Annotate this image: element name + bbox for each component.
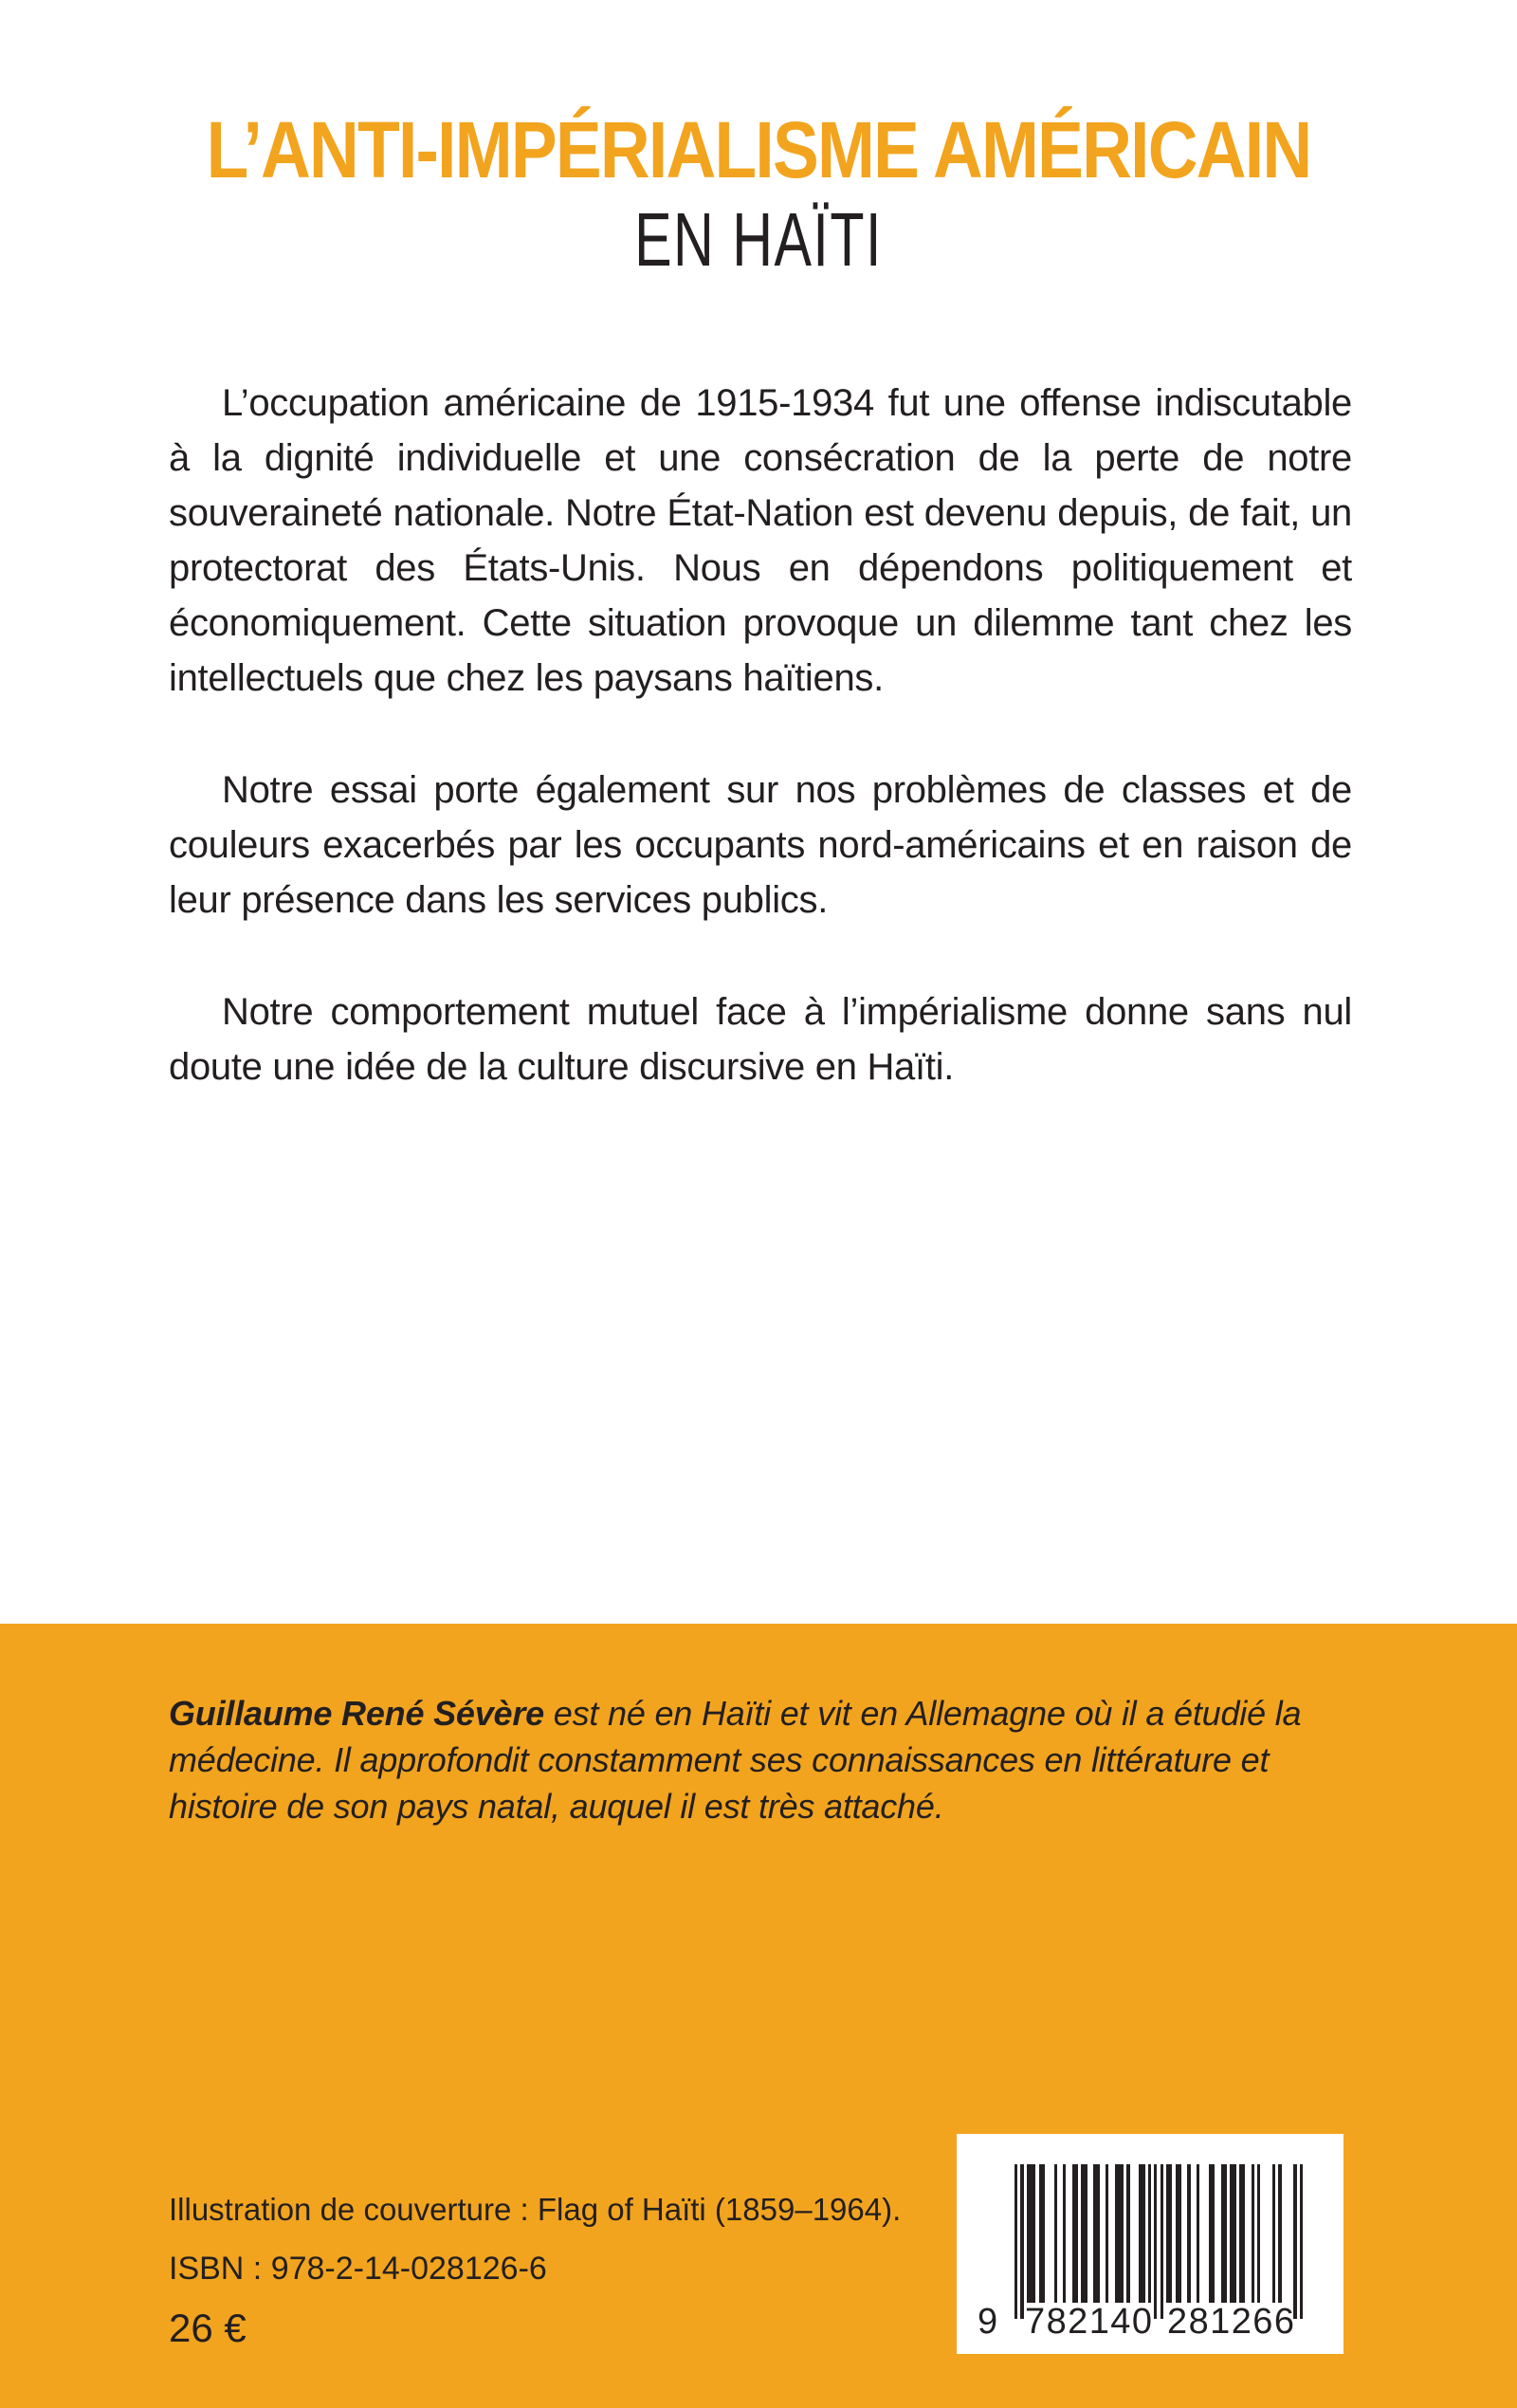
barcode-bar <box>1197 2164 1199 2303</box>
barcode-bar <box>1115 2164 1124 2303</box>
barcode-bar <box>1252 2164 1254 2303</box>
barcode-bar <box>1039 2164 1045 2303</box>
barcode-bar <box>1027 2164 1036 2303</box>
barcode-bar <box>1093 2164 1099 2303</box>
barcode-bar <box>1054 2164 1057 2303</box>
book-title: L’ANTI-IMPÉRIALISME AMÉRICAIN <box>206 105 1311 194</box>
barcode-bars <box>1014 2164 1303 2320</box>
barcode-bar <box>1139 2164 1144 2303</box>
book-subtitle: EN HAÏTI <box>634 197 883 282</box>
barcode-bar <box>1081 2164 1087 2303</box>
barcode-bar <box>1161 2164 1163 2319</box>
price: 26 € <box>169 2306 247 2350</box>
barcode-bar <box>1166 2164 1172 2303</box>
synopsis-paragraph-3: Notre comportement mutuel face à l’impérialisme donne sans nul doute une idée de la culture discursive en Haïti. <box>169 991 1352 1088</box>
barcode-bar <box>1239 2164 1245 2303</box>
barcode-bar <box>1293 2164 1296 2319</box>
barcode-bar <box>1278 2164 1281 2303</box>
barcode-bar <box>1106 2164 1108 2303</box>
barcode-bar <box>1209 2164 1215 2303</box>
barcode-bar <box>1221 2164 1227 2303</box>
author-bio-text: est né en Haïti et vit en Allemagne où il a étudié la médecine. Il approfondit constamment ses connaissances en littérature et histoire de son pays natal, auquel il est très attaché. <box>169 1694 1302 1826</box>
author-bio <box>169 1690 1356 1829</box>
barcode-digits-group1: 7 8 2 1 4 0 <box>1025 2302 1152 2342</box>
isbn-number: ISBN : 978-2-14-028126-6 <box>169 2251 547 2287</box>
barcode-bar <box>1148 2164 1151 2303</box>
barcode-bar <box>1072 2164 1078 2303</box>
barcode-bar <box>1257 2164 1260 2303</box>
author-name: Guillaume René Sévère <box>169 1694 544 1733</box>
illustration-credit: Illustration de couverture : Flag of Haïti (1859–1964). <box>169 2192 902 2227</box>
barcode-bar <box>1300 2164 1303 2319</box>
barcode-bar <box>1126 2164 1129 2303</box>
orange-band <box>0 1624 1517 2408</box>
synopsis <box>169 376 1352 1151</box>
barcode-bar <box>1176 2164 1181 2303</box>
barcode <box>957 2134 1343 2354</box>
barcode-bar <box>1230 2164 1235 2303</box>
barcode-digit-left: 9 <box>978 2302 998 2342</box>
barcode-bar <box>1272 2164 1275 2303</box>
barcode-bar <box>1187 2164 1190 2303</box>
barcode-bar <box>1063 2164 1066 2303</box>
synopsis-paragraph-2: Notre essai porte également sur nos problèmes de classes et de couleurs exacerbés par les occupants nord-américains et en raison de leur présence dans les services publics. <box>169 769 1352 921</box>
barcode-bar <box>1014 2164 1017 2319</box>
barcode-bar <box>1154 2164 1157 2319</box>
barcode-digits-group2: 2 8 1 2 6 6 <box>1167 2302 1294 2342</box>
barcode-bar <box>1020 2164 1023 2319</box>
barcode-digits <box>957 2301 1343 2343</box>
synopsis-paragraph-1: L’occupation américaine de 1915-1934 fut une offense indiscutable à la dignité individuelle et une consécration de la perte de notre souveraineté nationale. Notre État-Nation est devenu depuis, de fait, un protectorat des États-Unis. Nous en dépendons politiquement et économiquement. Cette situation provoque un dilemme tant chez les intellectuels que chez les paysans haïtiens. <box>169 382 1352 699</box>
